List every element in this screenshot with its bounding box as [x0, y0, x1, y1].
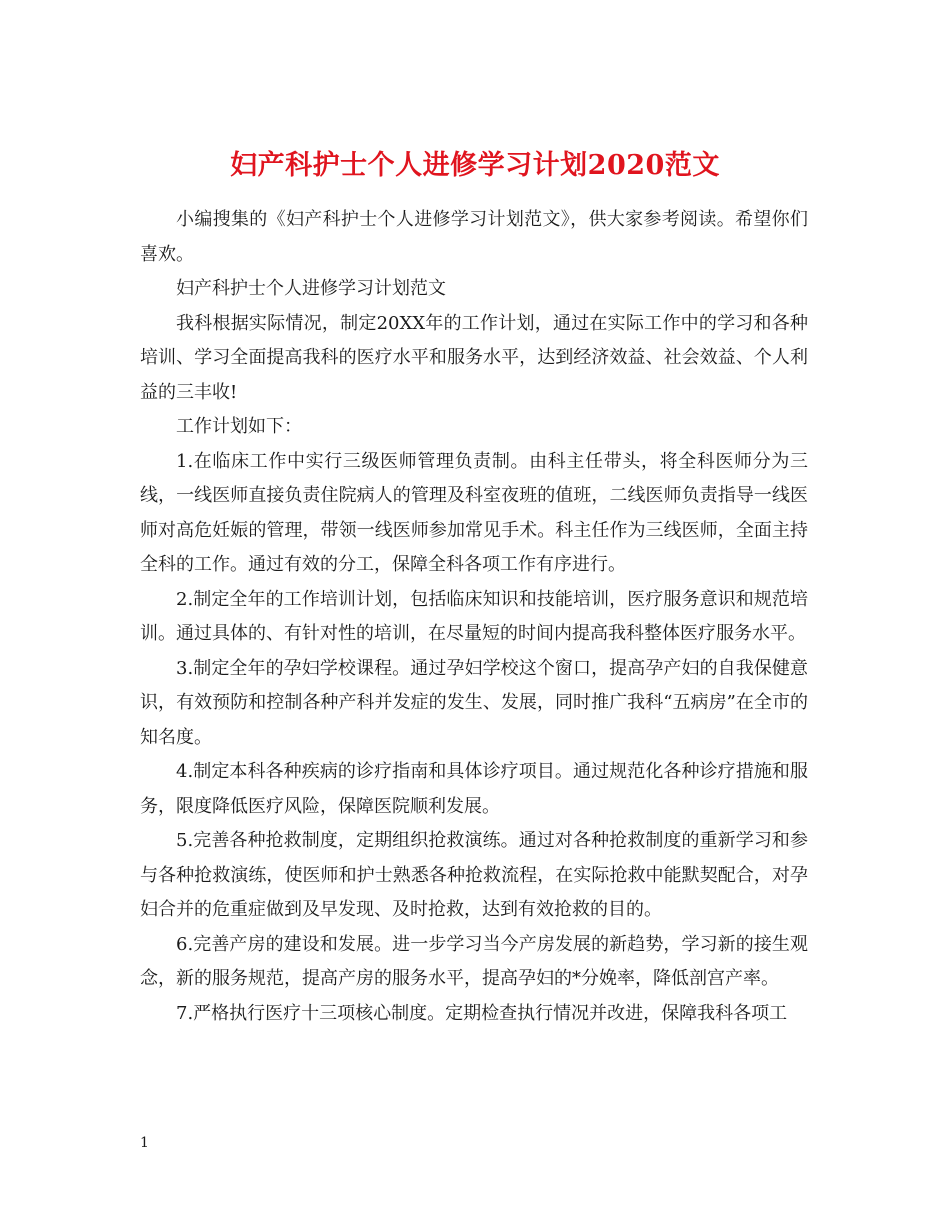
- paragraph-item-6: 6.完善产房的建设和发展。进一步学习当今产房发展的新趋势，学习新的接生观念，新的服务规范，提高产房的服务水平，提高孕妇的*分娩率，降低剖宫产率。: [140, 933, 808, 989]
- paragraph-item-2: 2.制定全年的工作培训计划，包括临床知识和技能培训，医疗服务意识和规范培训。通过具体的、有针对性的培训，在尽量短的时间内提高我科整体医疗服务水平。: [140, 588, 808, 644]
- paragraph-item-4: 4.制定本科各种疾病的诊疗指南和具体诊疗项目。通过规范化各种诊疗措施和服务，限度降低医疗风险，保障医院顺利发展。: [140, 761, 808, 817]
- page-number: 1: [140, 1135, 149, 1151]
- paragraph-subtitle: 妇产科护士个人进修学习计划范文: [176, 278, 446, 299]
- paragraph-item-1: 1.在临床工作中实行三级医师管理负责制。由科主任带头，将全科医师分为三线，一线医师直接负责住院病人的管理及科室夜班的值班，二线医师负责指导一线医师对高危妊娠的管理，带领一线医师参加常见手术。科主任作为三线医师，全面主持全科的工作。通过有效的分工，保障全科各项工作有序进行。: [140, 450, 808, 575]
- document-body: [140, 203, 808, 1031]
- paragraph-overview: 我科根据实际情况，制定20XX年的工作计划，通过在实际工作中的学习和各种培训、学习全面提高我科的医疗水平和服务水平，达到经济效益、社会效益、个人利益的三丰收!: [140, 312, 808, 403]
- paragraph-plan-heading: 工作计划如下：: [176, 416, 302, 437]
- document-title: 妇产科护士个人进修学习计划2020范文: [230, 150, 720, 182]
- paragraph-intro: 小编搜集的《妇产科护士个人进修学习计划范文》，供大家参考阅读。希望你们喜欢。: [140, 209, 808, 265]
- paragraph-item-3: 3.制定全年的孕妇学校课程。通过孕妇学校这个窗口，提高孕产妇的自我保健意识，有效预防和控制各种产科并发症的发生、发展，同时推广我科“五病房”在全市的知名度。: [140, 657, 808, 748]
- paragraph-item-5: 5.完善各种抢救制度，定期组织抢救演练。通过对各种抢救制度的重新学习和参与各种抢救演练，使医师和护士熟悉各种抢救流程，在实际抢救中能默契配合，对孕妇合并的危重症做到及早发现、及时抢救，达到有效抢救的目的。: [140, 830, 808, 920]
- paragraph-item-7: 7.严格执行医疗十三项核心制度。定期检查执行情况并改进，保障我科各项工: [176, 1002, 788, 1024]
